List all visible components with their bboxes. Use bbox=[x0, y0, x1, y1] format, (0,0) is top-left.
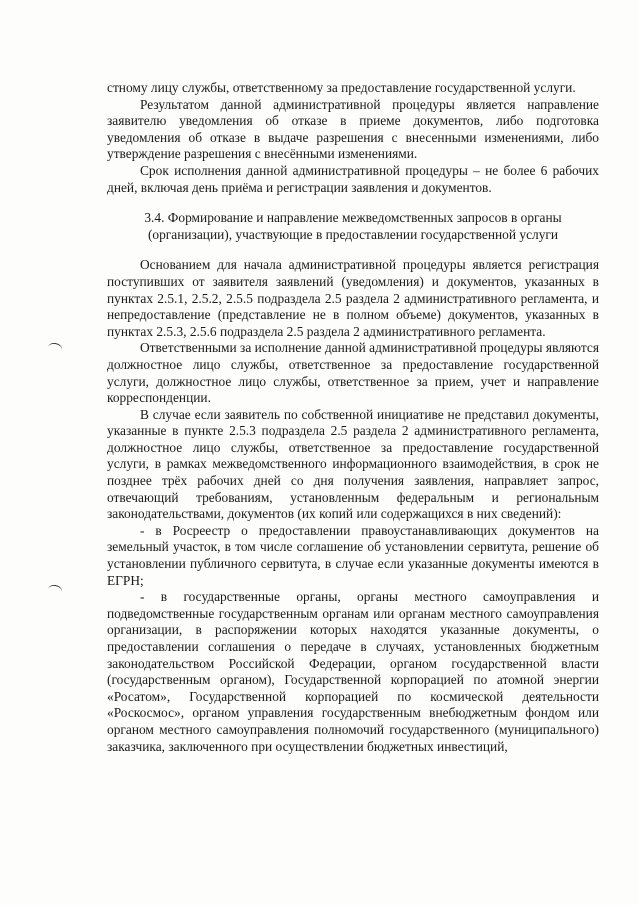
document-body bbox=[107, 80, 599, 755]
paragraph-case: В случае если заявитель по собственной инициативе не представил документы, указанные в пункте 2.5.3 подраздела 2.5 раздела 2 административного регламента, должностное лицо службы, ответственное за предоставление государственной услуги, в рамках межведомственного информационного взаимодействия, в срок не позднее трёх рабочих дней со дня получения заявления, направляет запрос, отвечающий требованиям, установленным федеральным и региональным законодательствами, документов (их копий или содержащихся в них сведений): bbox=[107, 406, 599, 522]
paragraph-result: Результатом данной административной процедуры является направление заявителю уведомления об отказе в приеме документов, либо подготовка уведомления об отказе в выдаче разрешения с внесенными изменениями, либо утверждение разрешения с внесёнными изменениями. bbox=[107, 96, 599, 162]
section-heading: 3.4. Формирование и направление межведомственных запросов в органы (организации), участвующие в предоставлении государственной услуги bbox=[144, 210, 562, 242]
paragraph-responsible: Ответственными за исполнение данной административной процедуры являются должностное лицо службы, ответственное за предоставление государственной услуги, должностное лицо службы, ответственное за прием, учет и направление корреспонденции. bbox=[107, 340, 599, 406]
list-item-state-bodies: - в государственные органы, органы местного самоуправления и подведомственные государственным органам или органам местного самоуправления организации, в распоряжении которых находятся указанные документы, о предоставлении соглашения о передаче в случаях, установленных бюджетным законодательством Российской Федерации, органом государственной власти (государственным органом), Государственной корпорацией по атомной энергии «Росатом», Государственной корпорацией по космической деятельности «Роскосмос», органом управления государственным внебюджетным фондом или органом местного самоуправления полномочий государственного (муниципального) заказчика, заключенного при осуществлении бюджетных инвестиций, bbox=[107, 589, 599, 754]
list-item-rosreestr: - в Росреестр о предоставлении правоустанавливающих документов на земельный участок, в том числе соглашение об установлении сервитута, решение об установлении публичного сервитута, в случае если указанные документы имеются в ЕГРН; bbox=[107, 522, 599, 588]
margin-mark bbox=[47, 342, 63, 356]
paragraph-deadline: Срок исполнения данной административной процедуры – не более 6 рабочих дней, включая день приёма и регистрации заявления и документов. bbox=[107, 162, 599, 195]
margin-mark bbox=[47, 584, 63, 598]
paragraph-basis: Основанием для начала административной процедуры является регистрация поступивших от заявителя заявлений (уведомления) и документов, указанных в пунктах 2.5.1, 2.5.2, 2.5.5 подраздела 2.5 раздела 2 административного регламента, и непредоставление (представление не в полном объеме) документов, указанных в пунктах 2.5.3, 2.5.6 подраздела 2.5 раздела 2 административного регламента. bbox=[107, 257, 599, 339]
paragraph-continuation: стному лицу службы, ответственному за предоставление государственной услуги. bbox=[107, 80, 576, 95]
